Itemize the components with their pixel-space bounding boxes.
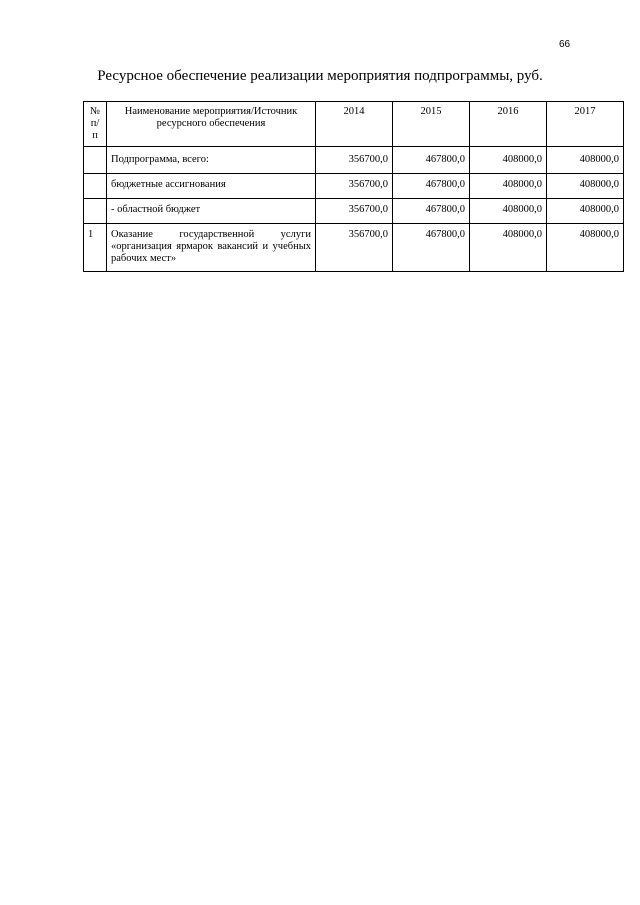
header-number: № п/п	[84, 102, 107, 147]
header-year-2017: 2017	[547, 102, 624, 147]
page-number: 66	[559, 39, 571, 50]
row-value-2015: 467800,0	[393, 224, 470, 272]
row-value-2014: 356700,0	[316, 199, 393, 224]
table-row	[84, 224, 624, 272]
header-name: Наименование мероприятия/Источник ресурсного обеспечения	[107, 102, 316, 147]
header-year-2016: 2016	[470, 102, 547, 147]
row-value-2017: 408000,0	[547, 199, 624, 224]
row-value-2014: 356700,0	[316, 224, 393, 272]
row-value-2014: 356700,0	[316, 174, 393, 199]
row-value-2016: 408000,0	[470, 174, 547, 199]
row-value-2017: 408000,0	[547, 224, 624, 272]
row-value-2017: 408000,0	[547, 174, 624, 199]
row-value-2014: 356700,0	[316, 147, 393, 174]
resource-table	[83, 101, 624, 272]
row-name: - областной бюджет	[107, 199, 316, 224]
row-name: Подпрограмма, всего:	[107, 147, 316, 174]
table-row	[84, 174, 624, 199]
document-title: Ресурсное обеспечение реализации мероприятия подпрограммы, руб.	[97, 68, 543, 84]
table-row	[84, 199, 624, 224]
row-number	[84, 174, 107, 199]
header-year-2015: 2015	[393, 102, 470, 147]
row-name: бюджетные ассигнования	[107, 174, 316, 199]
row-value-2017: 408000,0	[547, 147, 624, 174]
row-number: 1	[84, 224, 107, 272]
header-year-2014: 2014	[316, 102, 393, 147]
row-value-2016: 408000,0	[470, 199, 547, 224]
table-row	[84, 147, 624, 174]
row-value-2015: 467800,0	[393, 199, 470, 224]
table-header-row	[84, 102, 624, 147]
row-value-2016: 408000,0	[470, 224, 547, 272]
row-value-2016: 408000,0	[470, 147, 547, 174]
row-name: Оказание государственной услуги «организация ярмарок вакансий и учебных рабочих мест»	[107, 224, 316, 272]
row-number	[84, 147, 107, 174]
row-number	[84, 199, 107, 224]
row-value-2015: 467800,0	[393, 147, 470, 174]
row-value-2015: 467800,0	[393, 174, 470, 199]
